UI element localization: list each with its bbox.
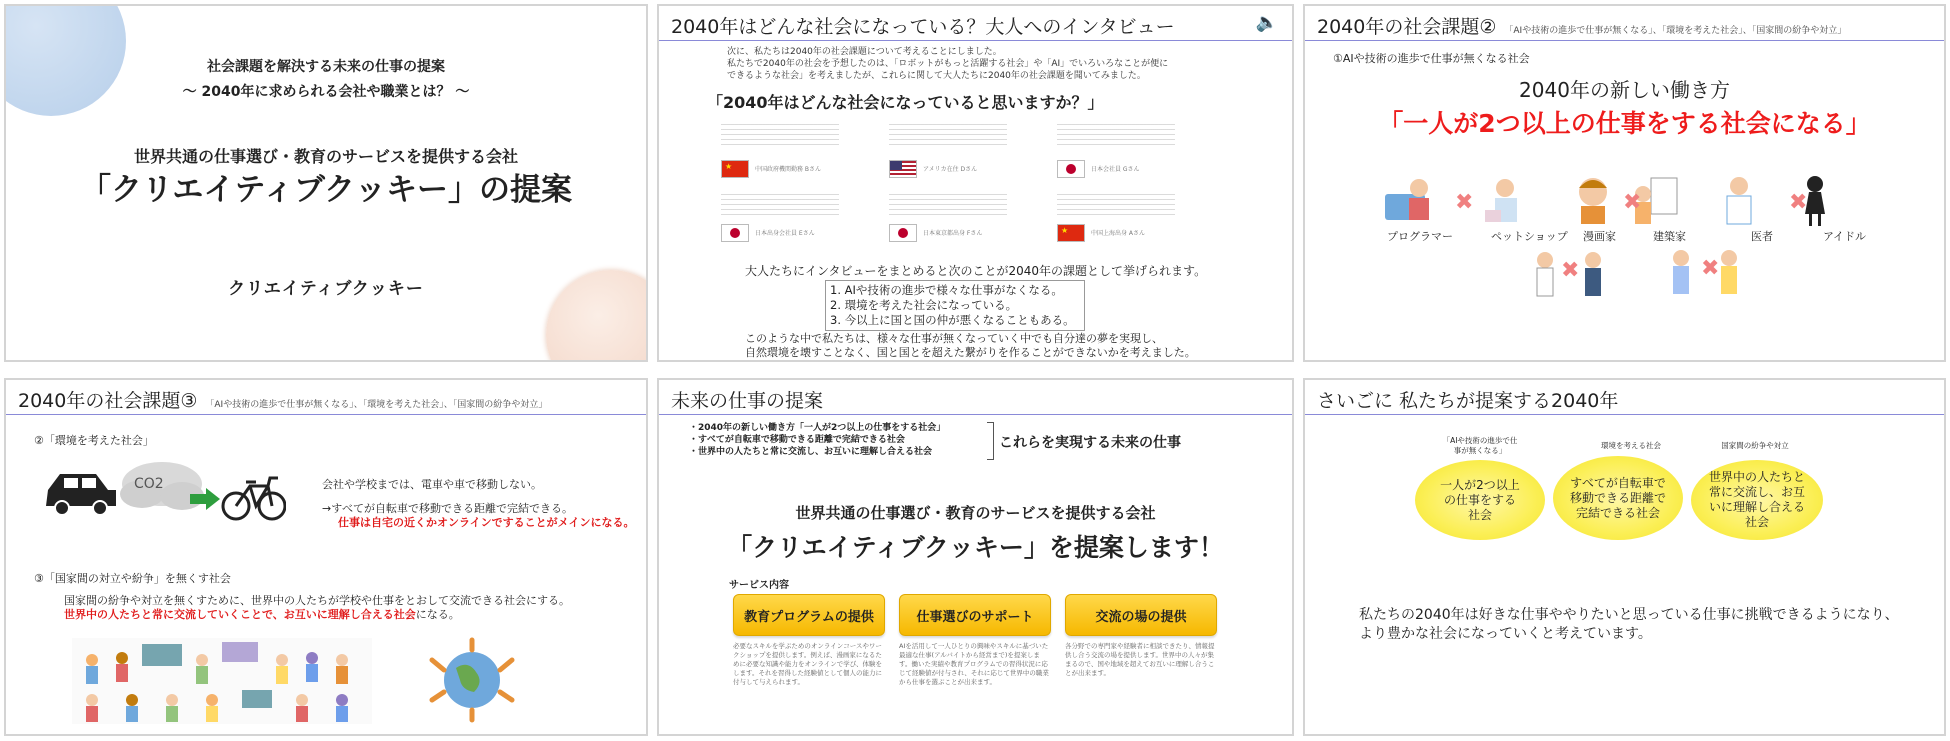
vision-ellipse-2: すべてが自転車で移動できる距離で完結できる社会 <box>1553 456 1683 540</box>
title-rule <box>1305 414 1944 415</box>
heading-big: 「クリエイティブクッキー」の提案 <box>80 172 572 208</box>
idol-illustration <box>1805 176 1825 226</box>
flag-china-icon <box>1057 224 1085 242</box>
comment-3 <box>1057 124 1175 146</box>
pet-shop-illustration <box>1485 179 1517 222</box>
job-support-button[interactable]: 仕事選びのサポート <box>899 594 1051 636</box>
person-1: 中国政府機関勤務 Bさん <box>755 166 822 173</box>
slide-interview[interactable] <box>657 4 1294 362</box>
doctor-illustration <box>1727 177 1751 224</box>
chef-illustration <box>1537 252 1553 296</box>
company-small: 世界共通の仕事選び・教育のサービスを提供する会社 <box>795 504 1156 522</box>
point-1: ①AIや技術の進歩で仕事が無くなる社会 <box>1333 52 1530 65</box>
comment-6 <box>1057 194 1175 216</box>
vision-ellipse-3: 世界中の人たちと常に交流し、お互いに理解し合える社会 <box>1691 460 1823 540</box>
cross-icon: ✖ <box>1455 190 1474 215</box>
flag-china-icon <box>721 160 749 178</box>
environment-illustration <box>46 450 286 530</box>
police-illustration <box>1585 252 1601 296</box>
nurse-illustration <box>1673 250 1689 294</box>
comment-1 <box>721 124 839 146</box>
points-box: 1. AIや技術の進歩で様々な仕事がなくなる。 2. 環境を考えた社会になっている。 3. 今以上に国と国の仲が悪くなることもある。 <box>825 280 1085 331</box>
flag-japan-icon <box>1057 160 1085 178</box>
slide-title: 2040年はどんな社会になっている？大人へのインタビュー <box>671 16 1175 38</box>
comment-5 <box>889 194 1007 216</box>
flag-japan-icon <box>721 224 749 242</box>
label-conflict: 国家間の紛争や対立 <box>1721 441 1789 450</box>
programmer-illustration <box>1385 179 1429 220</box>
label-ai: 「AIや技術の進歩で仕事が無くなる」 <box>1442 436 1518 455</box>
job-label-petshop: ペットショップ <box>1491 230 1568 243</box>
subtitle-1: 社会課題を解決する未来の仕事の提案 <box>207 59 445 75</box>
subtitle-2: ～ 2040年に求められる会社や職業とは？ ～ <box>182 84 470 100</box>
slide-title: さいごに 私たちが提案する2040年 <box>1317 390 1619 412</box>
question: 「2040年はどんな社会になっていると思いますか？」 <box>707 93 1104 112</box>
slide-title[interactable] <box>4 4 648 362</box>
person-5: 日本東京都出身 Fさん <box>923 230 983 237</box>
title-rule <box>1305 40 1944 41</box>
title-rule <box>659 414 1292 415</box>
bracket <box>987 422 994 460</box>
job-label-programmer: プログラマー <box>1387 230 1453 243</box>
env-text: 会社や学校までは、電車や車で移動しない。 <box>322 478 542 491</box>
cross-icon: ✖ <box>1701 256 1720 281</box>
label-environment: 環境を考える社会 <box>1601 441 1661 450</box>
person-4: 日本出身会社員 Eさん <box>755 230 815 237</box>
cross-icon: ✖ <box>1561 258 1580 283</box>
vision-ellipse-1: 一人が2つ以上の仕事をする社会 <box>1415 460 1545 540</box>
slide-title: 2040年の社会課題② 「AIや技術の進歩で仕事が無くなる」、「環境を考えた社会」、「国家間の紛争や対立」 <box>1317 16 1847 38</box>
worker-illustration <box>1721 250 1737 294</box>
manga-artist-illustration <box>1579 178 1607 224</box>
job-support-desc: AIを活用して一人ひとりの興味やスキルに基づいた最適な仕事(アルバイトから経営まで)を提案します。働いた実績や教育プログラムでの習得状況に応じて経験値が付与され、それに応じて世界中の職業から仕事を選ぶことが出来ます。 <box>899 642 1049 686</box>
person-3: 日本会社員 Gさん <box>1091 166 1140 173</box>
conflict-line: 世界中の人たちと常に交流していくことで、お互いに理解し合える社会になる。 <box>64 608 460 621</box>
globe-illustration <box>432 640 512 720</box>
slide-proposal[interactable] <box>657 378 1294 736</box>
job-label-doctor: 医者 <box>1751 230 1773 243</box>
speaker-icon[interactable]: 🔈 <box>1255 12 1278 33</box>
flag-japan-icon <box>889 224 917 242</box>
point-3: ③「国家間の対立や紛争」を無くす社会 <box>34 572 231 585</box>
intro-text: 次に、私たちは2040年の社会課題について考えることにしました。 私たちで2040年の社会を予想したのは、「ロボットがもっと活躍する社会」や「AI」でいろいろなことが便に できるような社会」を考えましたが、これらに関して大人たちに2040年の社会課題を聞いてみました。 <box>727 47 1169 81</box>
job-label-architect: 建築家 <box>1653 230 1686 243</box>
education-desc: 必要なスキルを学ぶためのオンラインコースやワークショップを提供します。例えば、漫画家になるために必要な知識や能力をオンラインで学び、体験をします。それを習得した経験値として個人の能力に付与して与えられます。 <box>733 642 883 686</box>
cross-icon: ✖ <box>1789 190 1808 215</box>
conclusion: このような中で私たちは、様々な仕事が無くなっていく中でも自分達の夢を実現し、 自然環境を壊すことなく、国と国とを超えた繋がりを作ることができないかを考えました。 <box>745 332 1196 359</box>
closing-text: 私たちの2040年は好きな仕事ややりたいと思っている仕事に挑戦できるようになり、より豊かな社会になっていくと考えています。 <box>1359 607 1899 642</box>
job-label-manga: 漫画家 <box>1583 230 1616 243</box>
crowd-illustration <box>72 638 372 724</box>
slide-title: 2040年の社会課題③ 「AIや技術の進歩で仕事が無くなる」、「環境を考えた社会」、「国家間の紛争や対立」 <box>18 390 548 412</box>
conflict-text: 国家間の紛争や対立を無くすために、世界中の人たちが学校や仕事をとおして交流できる社会にする。 <box>64 594 570 607</box>
slide-conclusion[interactable] <box>1303 378 1946 736</box>
bicycle-icon <box>223 478 285 519</box>
summary-intro: 大人たちにインタビューをまとめると次のことが2040年の課題として挙げられます。 <box>745 264 1207 278</box>
person-6: 中国上海出身 Aさん <box>1091 230 1146 237</box>
env-arrow-text: →すべてが自転車で移動できる距離で完結できる。 <box>322 502 573 515</box>
bullet-label: これらを実現する未来の仕事 <box>999 435 1181 451</box>
slide-issue-2[interactable] <box>1303 4 1946 362</box>
heading-small: 世界共通の仕事選び・教育のサービスを提供する会社 <box>133 147 518 166</box>
people-illustration <box>72 630 532 730</box>
point-2: ②「環境を考えた社会」 <box>34 434 154 447</box>
car-icon <box>46 474 116 515</box>
slide-title: 未来の仕事の提案 <box>671 390 824 412</box>
slide-issue-3[interactable] <box>4 378 648 736</box>
comment-4 <box>721 194 839 216</box>
team-name: クリエイティブクッキー <box>228 279 424 299</box>
cross-icon: ✖ <box>1623 190 1642 215</box>
comment-2 <box>889 124 1007 146</box>
highlight: 「一人が2つ以上の仕事をする社会になる」 <box>1378 109 1871 138</box>
service-label: サービス内容 <box>729 580 789 591</box>
job-label-idol: アイドル <box>1823 230 1867 243</box>
education-program-button[interactable]: 教育プログラムの提供 <box>733 594 885 636</box>
person-2: アメリカ在住 Dさん <box>923 166 978 173</box>
exchange-place-button[interactable]: 交流の場の提供 <box>1065 594 1217 636</box>
title-rule <box>659 40 1292 41</box>
exchange-desc: 各分野での専門家や経験者に相談できたり、情報提供し合う交流の場を提供します。世界中の人々が集まるので、国や地域を超えてお互いに理解し合うことが出来ます。 <box>1065 642 1215 677</box>
flag-usa-icon <box>889 160 917 178</box>
bullet-list: ・2040年の新しい働き方「一人が2つ以上の仕事をする社会」 ・すべてが自転車で移動できる距離で完結できる社会 ・世界中の人たちと常に交流し、お互いに理解し合える社会 <box>689 423 946 457</box>
env-red-text: 仕事は自宅の近くかオンラインですることがメインになる。 <box>338 516 635 529</box>
company-big: 「クリエイティブクッキー」を提案します！ <box>727 533 1224 562</box>
title-rule <box>6 414 646 415</box>
heading: 2040年の新しい働き方 <box>1519 78 1730 102</box>
co2-label: CO2 <box>134 476 164 492</box>
